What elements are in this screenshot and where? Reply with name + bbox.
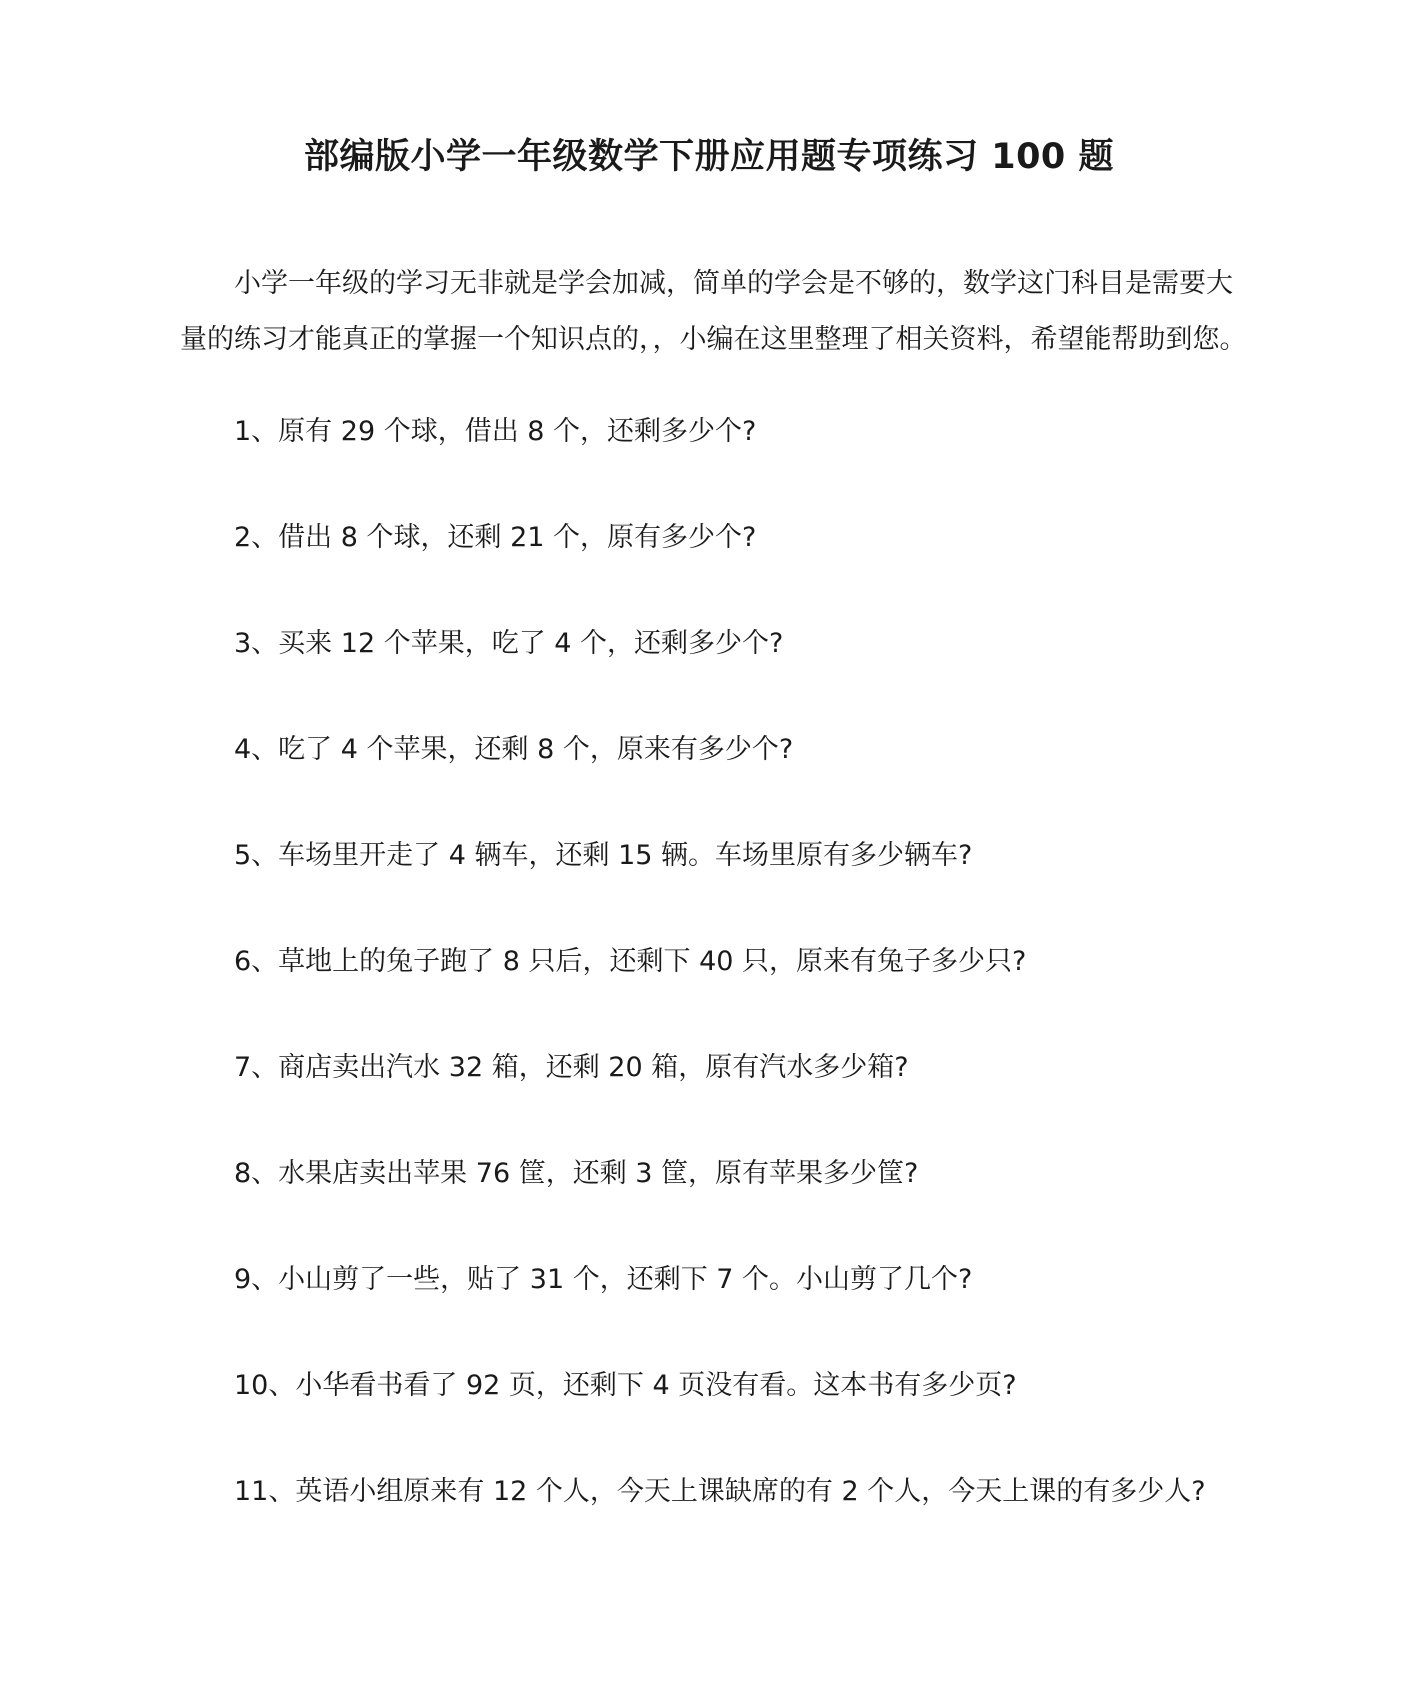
intro-line-2: 量的练习才能真正的掌握一个知识点的，，小编在这里整理了相关资料，希望能帮助到您。 [180, 324, 1247, 355]
question-item: 11、英语小组原来有 12 个人，今天上课缺席的有 2 个人，今天上课的有多少人? [234, 1476, 1206, 1507]
question-item: 6、草地上的兔子跑了 8 只后，还剩下 40 只，原来有兔子多少只? [234, 946, 1027, 977]
question-item: 1、原有 29 个球，借出 8 个，还剩多少个? [234, 416, 757, 447]
intro-paragraph [180, 256, 1260, 368]
question-list [234, 412, 1284, 1578]
question-item: 5、车场里开走了 4 辆车，还剩 15 辆。车场里原有多少辆车? [234, 840, 973, 871]
question-item: 9、小山剪了一些，贴了 31 个，还剩下 7 个。小山剪了几个? [234, 1264, 973, 1295]
question-item: 7、商店卖出汽水 32 箱，还剩 20 箱，原有汽水多少箱? [234, 1052, 909, 1083]
question-item: 2、借出 8 个球，还剩 21 个，原有多少个? [234, 522, 757, 553]
intro-line-1: 小学一年级的学习无非就是学会加减，简单的学会是不够的，数学这门科目是需要大 [234, 268, 1233, 299]
question-item: 8、水果店卖出苹果 76 筐，还剩 3 筐，原有苹果多少筐? [234, 1158, 919, 1189]
document-title: 部编版小学一年级数学下册应用题专项练习 100 题 [304, 137, 1114, 177]
question-item: 10、小华看书看了 92 页，还剩下 4 页没有看。这本书有多少页? [234, 1370, 1017, 1401]
question-item: 3、买来 12 个苹果，吃了 4 个，还剩多少个? [234, 628, 784, 659]
question-item: 4、吃了 4 个苹果，还剩 8 个，原来有多少个? [234, 734, 794, 765]
